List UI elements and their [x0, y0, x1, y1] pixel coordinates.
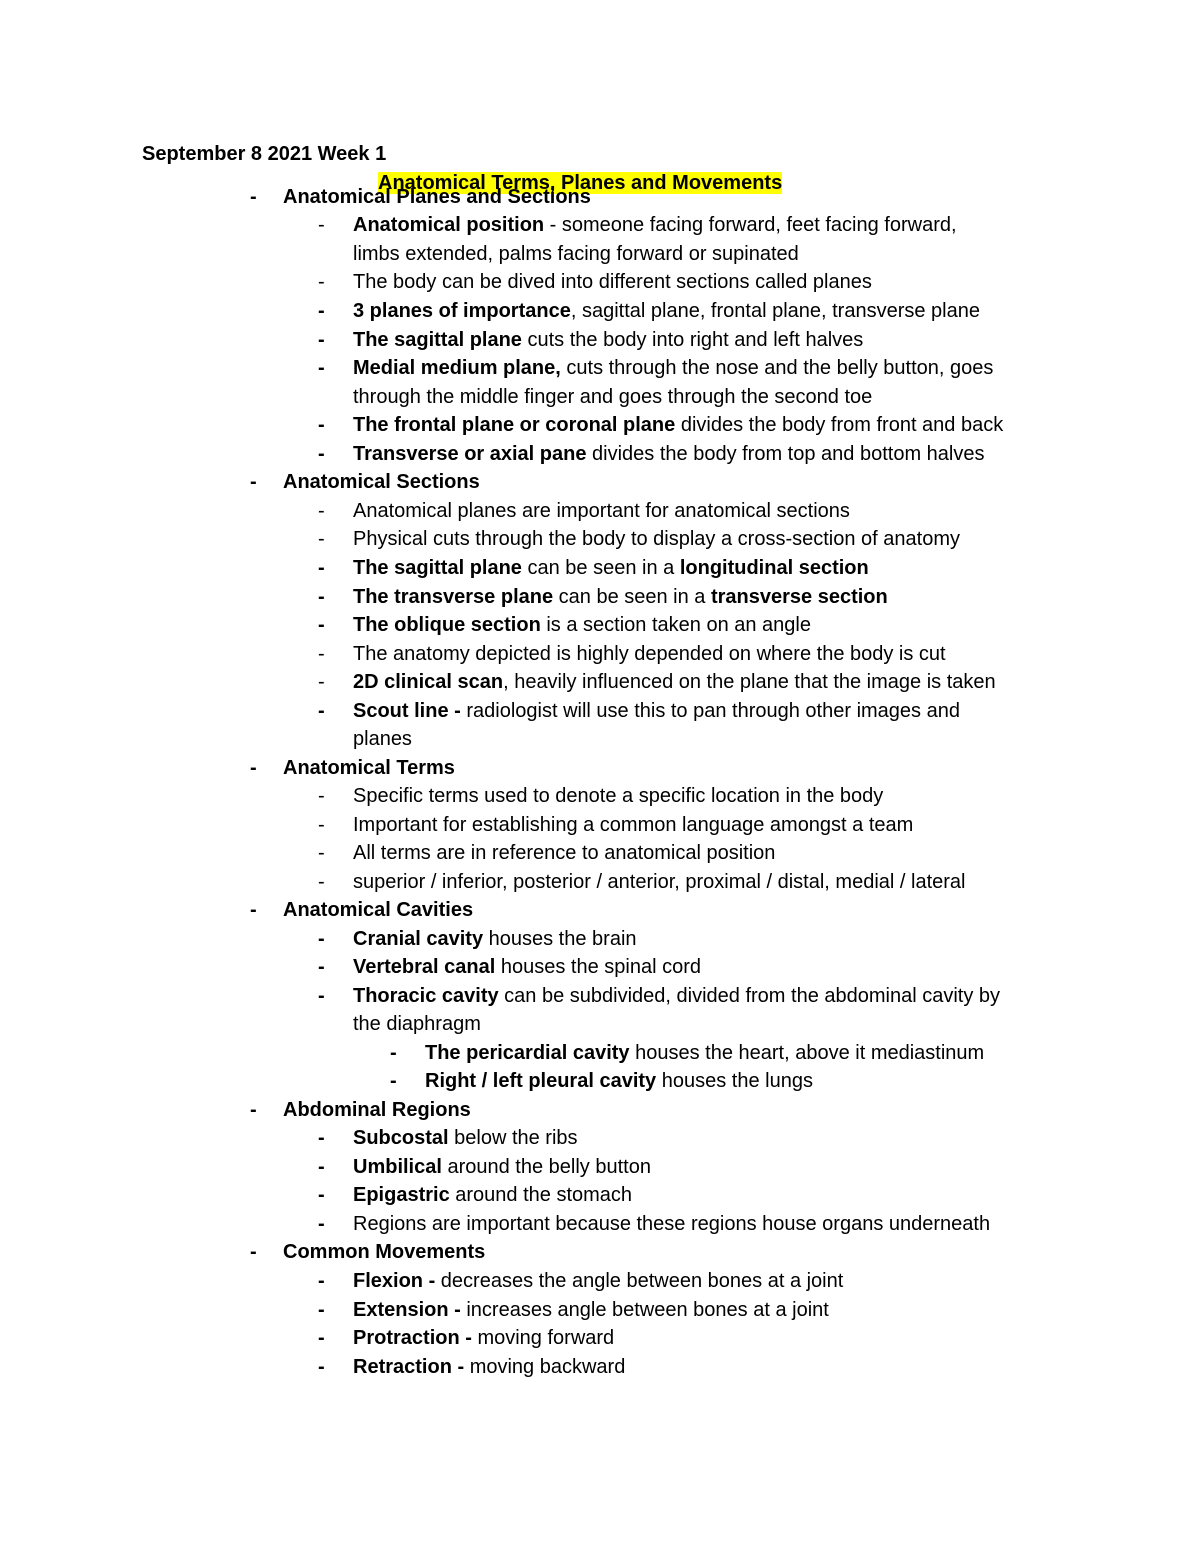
item-text: limbs extended, palms facing forward or supinated — [353, 243, 799, 265]
list-item — [353, 1181, 632, 1209]
list-item — [353, 525, 960, 553]
list-item — [353, 668, 996, 696]
list-item — [353, 497, 850, 525]
bold-term: The sagittal plane — [353, 329, 522, 351]
list-item — [353, 611, 811, 639]
bullet-dash: - — [318, 586, 325, 608]
item-text: moving forward — [477, 1327, 615, 1349]
item-text: Specific terms used to denote a specific location in the body — [353, 785, 884, 807]
item-text: increases angle between bones at a joint — [466, 1299, 829, 1321]
list-item — [353, 925, 637, 953]
document-title: Anatomical Terms, Planes and Movements — [378, 172, 783, 194]
bold-term: Scout line - — [353, 700, 467, 722]
section-heading — [283, 468, 480, 496]
item-text: superior / inferior, posterior / anterior, proximal / distal, medial / lateral — [353, 871, 966, 893]
bullet-dash: - — [318, 842, 325, 864]
bold-term: Epigastric — [353, 1184, 450, 1206]
bold-term: Vertebral canal — [353, 956, 496, 978]
item-text: around the belly button — [441, 1156, 651, 1178]
list-item — [353, 583, 888, 611]
bold-term: The frontal plane or coronal plane — [353, 414, 676, 436]
list-item-continuation — [353, 1010, 481, 1038]
bold-term: Transverse or axial pane — [353, 443, 587, 465]
bullet-dash: - — [250, 1241, 257, 1263]
bold-term: Anatomical Sections — [283, 471, 480, 493]
item-text: moving backward — [469, 1356, 626, 1378]
list-item-continuation — [353, 240, 799, 268]
section-heading — [283, 896, 473, 924]
list-item — [353, 1296, 829, 1324]
bold-term: Subcostal — [353, 1127, 449, 1149]
bold-term: The transverse plane — [353, 586, 554, 608]
bullet-dash: - — [318, 785, 325, 807]
bold-term: 3 planes of importance — [353, 300, 571, 322]
item-text: All terms are in reference to anatomical position — [353, 842, 776, 864]
list-item — [353, 211, 957, 239]
item-text: The body can be dived into different sections called planes — [353, 271, 872, 293]
item-text: - someone facing forward, feet facing forward, — [544, 214, 957, 236]
bullet-dash: - — [318, 1156, 325, 1178]
bullet-dash: - — [250, 1099, 257, 1121]
section-heading — [283, 1096, 471, 1124]
item-text: houses the brain — [483, 928, 637, 950]
document-header: September 8 2021 Week 1 — [142, 143, 387, 165]
bullet-dash: - — [318, 928, 325, 950]
section-heading — [283, 1238, 485, 1266]
item-text: radiologist will use this to pan through other images and — [466, 700, 960, 722]
bullet-dash: - — [318, 814, 325, 836]
bold-term: Anatomical Planes and Sections — [283, 186, 591, 208]
bullet-dash: - — [318, 1213, 325, 1235]
item-text: houses the lungs — [656, 1070, 813, 1092]
item-text: , heavily influenced on the plane that the image is taken — [503, 671, 996, 693]
item-text: The anatomy depicted is highly depended on where the body is cut — [353, 643, 946, 665]
list-item — [353, 868, 965, 896]
bullet-dash: - — [318, 1327, 325, 1349]
list-item — [425, 1039, 984, 1067]
list-item — [353, 411, 1003, 439]
bullet-dash: - — [318, 557, 325, 579]
bold-term: Anatomical Terms — [283, 757, 455, 779]
bullet-dash: - — [318, 956, 325, 978]
list-item — [353, 839, 775, 867]
item-text: divides the body from top and bottom halves — [586, 443, 985, 465]
item-text: below the ribs — [448, 1127, 578, 1149]
bold-term: Extension - — [353, 1299, 467, 1321]
bold-term: transverse section — [710, 586, 888, 608]
bold-term: The oblique section — [353, 614, 541, 636]
bullet-dash: - — [390, 1042, 397, 1064]
section-heading — [283, 183, 591, 211]
bullet-dash: - — [318, 1356, 325, 1378]
section-heading — [283, 754, 455, 782]
bold-term: Cranial cavity — [353, 928, 484, 950]
bold-term: The pericardial cavity — [425, 1042, 630, 1064]
bullet-dash: - — [318, 271, 325, 293]
item-text: can be subdivided, divided from the abdominal cavity by — [498, 985, 1001, 1007]
list-item — [353, 1324, 614, 1352]
bullet-dash: - — [318, 671, 325, 693]
item-text: can be seen in a — [553, 586, 711, 608]
bold-term: Right / left pleural cavity — [425, 1070, 657, 1092]
bullet-dash: - — [318, 214, 325, 236]
list-item — [353, 811, 913, 839]
bullet-dash: - — [318, 614, 325, 636]
item-text: decreases the angle between bones at a joint — [440, 1270, 844, 1292]
bold-term: Medial medium plane, — [353, 357, 561, 379]
item-text: , sagittal plane, frontal plane, transverse plane — [570, 300, 980, 322]
bullet-dash: - — [318, 1299, 325, 1321]
bullet-dash: - — [318, 1184, 325, 1206]
item-text: Regions are important because these regions house organs underneath — [353, 1213, 991, 1235]
bold-term: 2D clinical scan — [353, 671, 504, 693]
bullet-dash: - — [318, 414, 325, 436]
bullet-dash: - — [250, 899, 257, 921]
item-text: can be seen in a — [521, 557, 680, 579]
bold-term: Flexion - — [353, 1270, 441, 1292]
bold-term: Protraction - — [353, 1327, 478, 1349]
bullet-dash: - — [318, 300, 325, 322]
list-item — [353, 1353, 625, 1381]
item-text: around the stomach — [449, 1184, 633, 1206]
list-item — [353, 953, 701, 981]
bullet-dash: - — [318, 443, 325, 465]
bold-term: Umbilical — [353, 1156, 442, 1178]
item-text: is a section taken on an angle — [540, 614, 811, 636]
item-text: through the middle finger and goes through the second toe — [353, 386, 873, 408]
bullet-dash: - — [318, 985, 325, 1007]
list-item — [353, 640, 946, 668]
item-text: houses the heart, above it mediastinum — [629, 1042, 985, 1064]
list-item — [353, 1210, 990, 1238]
list-item — [353, 268, 872, 296]
item-text: cuts the body into right and left halves — [521, 329, 864, 351]
bullet-dash: - — [318, 643, 325, 665]
list-item — [425, 1067, 813, 1095]
list-item — [353, 354, 993, 382]
list-item-continuation — [353, 383, 872, 411]
list-item — [353, 554, 869, 582]
bullet-dash: - — [318, 357, 325, 379]
bold-term: Thoracic cavity — [353, 985, 499, 1007]
item-text: the diaphragm — [353, 1013, 481, 1035]
list-item — [353, 1153, 651, 1181]
bold-term: Common Movements — [283, 1241, 486, 1263]
bold-term: The sagittal plane — [353, 557, 522, 579]
bold-term: Retraction - — [353, 1356, 470, 1378]
bullet-dash: - — [318, 871, 325, 893]
list-item — [353, 982, 1000, 1010]
bold-term: Abdominal Regions — [283, 1099, 471, 1121]
item-text: Anatomical planes are important for anatomical sections — [353, 500, 850, 522]
list-item — [353, 297, 980, 325]
item-text: houses the spinal cord — [495, 956, 701, 978]
item-text: Physical cuts through the body to display a cross-section of anatomy — [353, 528, 960, 550]
item-text: planes — [353, 728, 412, 750]
bullet-dash: - — [250, 186, 257, 208]
bold-term: longitudinal section — [679, 557, 869, 579]
list-item — [353, 1267, 843, 1295]
list-item — [353, 440, 984, 468]
bullet-dash: - — [318, 528, 325, 550]
bold-term: Anatomical Cavities — [283, 899, 474, 921]
bullet-dash: - — [318, 329, 325, 351]
bullet-dash: - — [318, 500, 325, 522]
bullet-dash: - — [318, 700, 325, 722]
list-item — [353, 1124, 578, 1152]
list-item — [353, 326, 863, 354]
bullet-dash: - — [250, 757, 257, 779]
list-item — [353, 697, 960, 725]
list-item — [353, 782, 883, 810]
item-text: Important for establishing a common language amongst a team — [353, 814, 914, 836]
bullet-dash: - — [318, 1127, 325, 1149]
bullet-dash: - — [390, 1070, 397, 1092]
bold-term: Anatomical position — [353, 214, 545, 236]
list-item-continuation — [353, 725, 412, 753]
bullet-dash: - — [250, 471, 257, 493]
item-text: cuts through the nose and the belly button, goes — [560, 357, 994, 379]
bullet-dash: - — [318, 1270, 325, 1292]
item-text: divides the body from front and back — [675, 414, 1004, 436]
